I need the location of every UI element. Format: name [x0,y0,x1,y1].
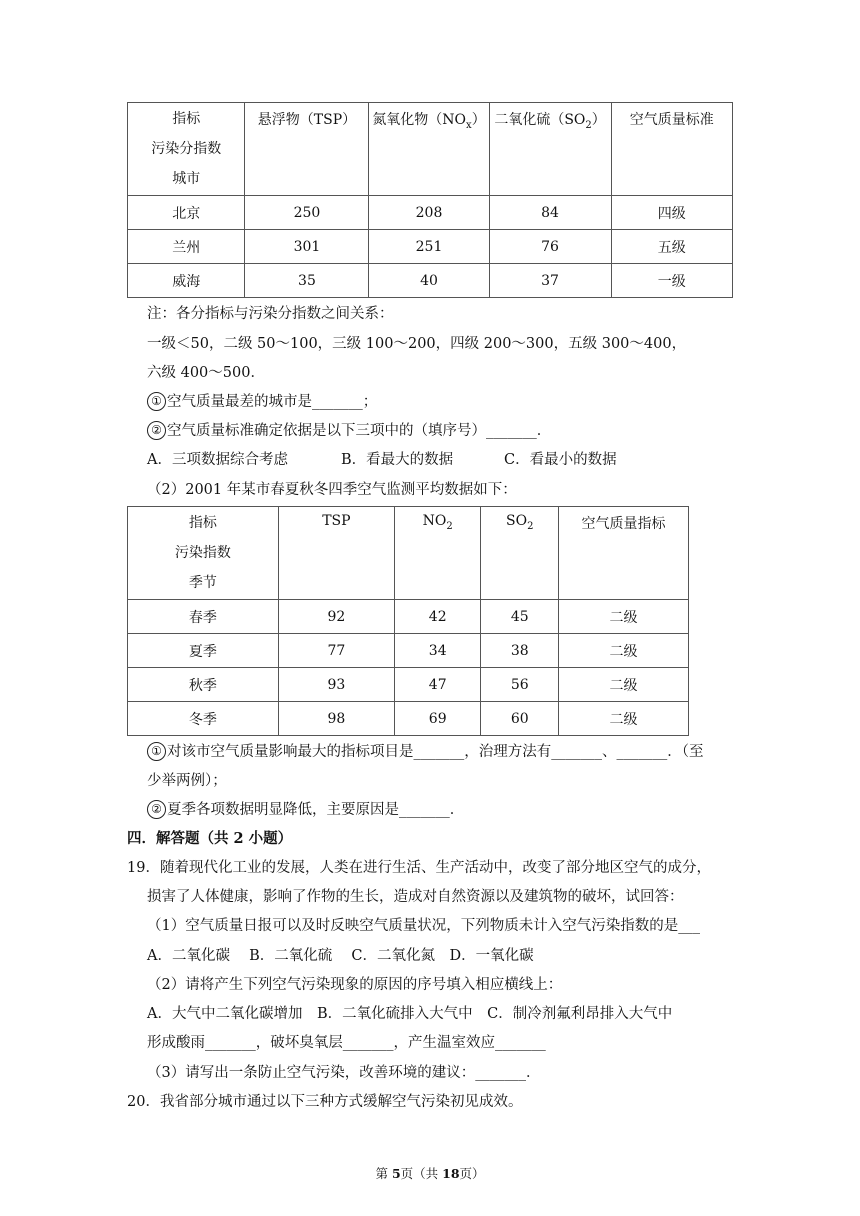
header-so2: $SO_2$ [481,507,559,600]
cell-season: 冬季 [128,702,279,736]
page-number: 5 [391,1166,401,1181]
option-c: C．看最小的数据 [504,452,617,468]
header-tsp: 悬浮物（TSP） [245,103,369,196]
question-2-1: ① 对该市空气质量影响最大的指标项目是_______，治理方法有_______、_______．（至 [147,740,704,761]
cell-nox: 40 [369,264,489,298]
option-b: B．看最大的数据 [341,452,454,468]
page-footer: 第 5页（共 18页） [375,1166,485,1181]
corner-label-index: 污染指数 [174,545,231,561]
corner-label-indicator: 指标 [172,111,201,127]
cell-no2: 42 [394,600,480,634]
cell-grade: 一级 [611,264,732,298]
cell-nox: 251 [369,230,489,264]
question-1-1: ① 空气质量最差的城市是_______； [147,390,377,411]
cell-tsp: 93 [278,668,394,702]
corner-label-indicator: 指标 [188,515,217,531]
table-row [128,230,733,264]
cell-no2: 69 [394,702,480,736]
note-line-1: 注：各分指标与污染分指数之间关系： [147,306,394,322]
header-air-quality-standard: 空气质量标准 [611,103,732,196]
corner-label-season: 季节 [188,575,217,591]
q19-sub-1: （1）空气质量日报可以及时反映空气质量状况，下列物质未计入空气污染指数的是___ [147,918,700,934]
cell-grade: 二级 [559,702,689,736]
cell-tsp: 35 [245,264,369,298]
table-row [128,196,733,230]
table-row [128,600,689,634]
header-tsp: TSP [278,507,394,600]
q19-line-1: 19．随着现代化工业的发展，人类在进行生活、生产活动中，改变了部分地区空气的成分， [127,860,711,876]
city-air-quality-table [127,102,733,298]
q20-line-1: 20．我省部分城市通过以下三种方式缓解空气污染初见成效。 [127,1094,523,1110]
header-nox: 氮氧化物$(NO_x)$ [369,103,489,196]
cell-so2: 38 [481,634,559,668]
cell-grade: 四级 [611,196,732,230]
note-line-3: 六级 400～500． [147,365,265,381]
cell-season: 春季 [128,600,279,634]
cell-season: 夏季 [128,634,279,668]
cell-nox: 208 [369,196,489,230]
cell-so2: 60 [481,702,559,736]
question-2-intro: （2）2001 年某市春夏秋冬四季空气监测平均数据如下： [147,482,517,498]
cell-no2: 47 [394,668,480,702]
table-header-row [128,507,689,600]
cell-so2: 76 [489,230,611,264]
q19-sub-3: （3）请写出一条防止空气污染，改善环境的建议：_______． [147,1065,541,1081]
cell-so2: 84 [489,196,611,230]
cell-tsp: 92 [278,600,394,634]
cell-so2: 37 [489,264,611,298]
header-so2: 二氧化硫$(SO_2)$ [489,103,611,196]
section-heading: 四．解答题（共 2 小题） [127,830,293,847]
cell-city: 北京 [128,196,245,230]
question-1-options [147,448,617,469]
q19-sub-2-options: A．大气中二氧化碳增加 B．二氧化硫排入大气中 C．制冷剂氟利昂排入大气中 [147,1006,673,1022]
question-2-2: ② 夏季各项数据明显降低，主要原因是_______． [147,798,464,819]
option-a: A．三项数据综合考虑 [147,452,288,468]
cell-tsp: 250 [245,196,369,230]
table-row [128,702,689,736]
circled-one-icon: ① [147,392,166,411]
page-total: 18 [442,1166,460,1181]
cell-tsp: 98 [278,702,394,736]
q19-sub-2-blanks: 形成酸雨_______，破坏臭氧层_______，产生温室效应_______ [147,1035,546,1051]
cell-season: 秋季 [128,668,279,702]
header-air-quality-index: 空气质量指标 [559,507,689,600]
cell-tsp: 301 [245,230,369,264]
table-row [128,634,689,668]
table-corner-header [128,507,279,600]
corner-label-city: 城市 [172,171,201,187]
question-1-2: ② 空气质量标准确定依据是以下三项中的（填序号）_______． [147,419,551,440]
cell-grade: 五级 [611,230,732,264]
q19-line-2: 损害了人体健康，影响了作物的生长，造成对自然资源以及建筑物的破坏，试回答： [147,889,684,905]
table-corner-header [128,103,245,196]
table-row [128,264,733,298]
cell-so2: 45 [481,600,559,634]
cell-tsp: 77 [278,634,394,668]
circled-two-icon: ② [147,421,166,440]
q19-sub-2: （2）请将产生下列空气污染现象的原因的序号填入相应横线上： [147,977,563,993]
circled-two-icon: ② [147,800,166,819]
note-line-2: 一级＜50，二级 50～100，三级 100～200，四级 200～300，五级 300～400， [147,336,687,352]
cell-grade: 二级 [559,634,689,668]
cell-so2: 56 [481,668,559,702]
question-2-1-continued: 少举两例）； [147,773,227,789]
cell-city: 兰州 [128,230,245,264]
table-row [128,668,689,702]
circled-one-icon: ① [147,742,166,761]
cell-grade: 二级 [559,668,689,702]
cell-no2: 34 [394,634,480,668]
season-air-quality-table [127,506,689,736]
q19-sub-1-options: A．二氧化碳 B．二氧化硫 C．二氧化氮 D．一氧化碳 [147,948,534,964]
table-header-row [128,103,733,196]
corner-label-index: 污染分指数 [151,141,222,157]
cell-city: 威海 [128,264,245,298]
header-no2: $NO_2$ [394,507,480,600]
cell-grade: 二级 [559,600,689,634]
